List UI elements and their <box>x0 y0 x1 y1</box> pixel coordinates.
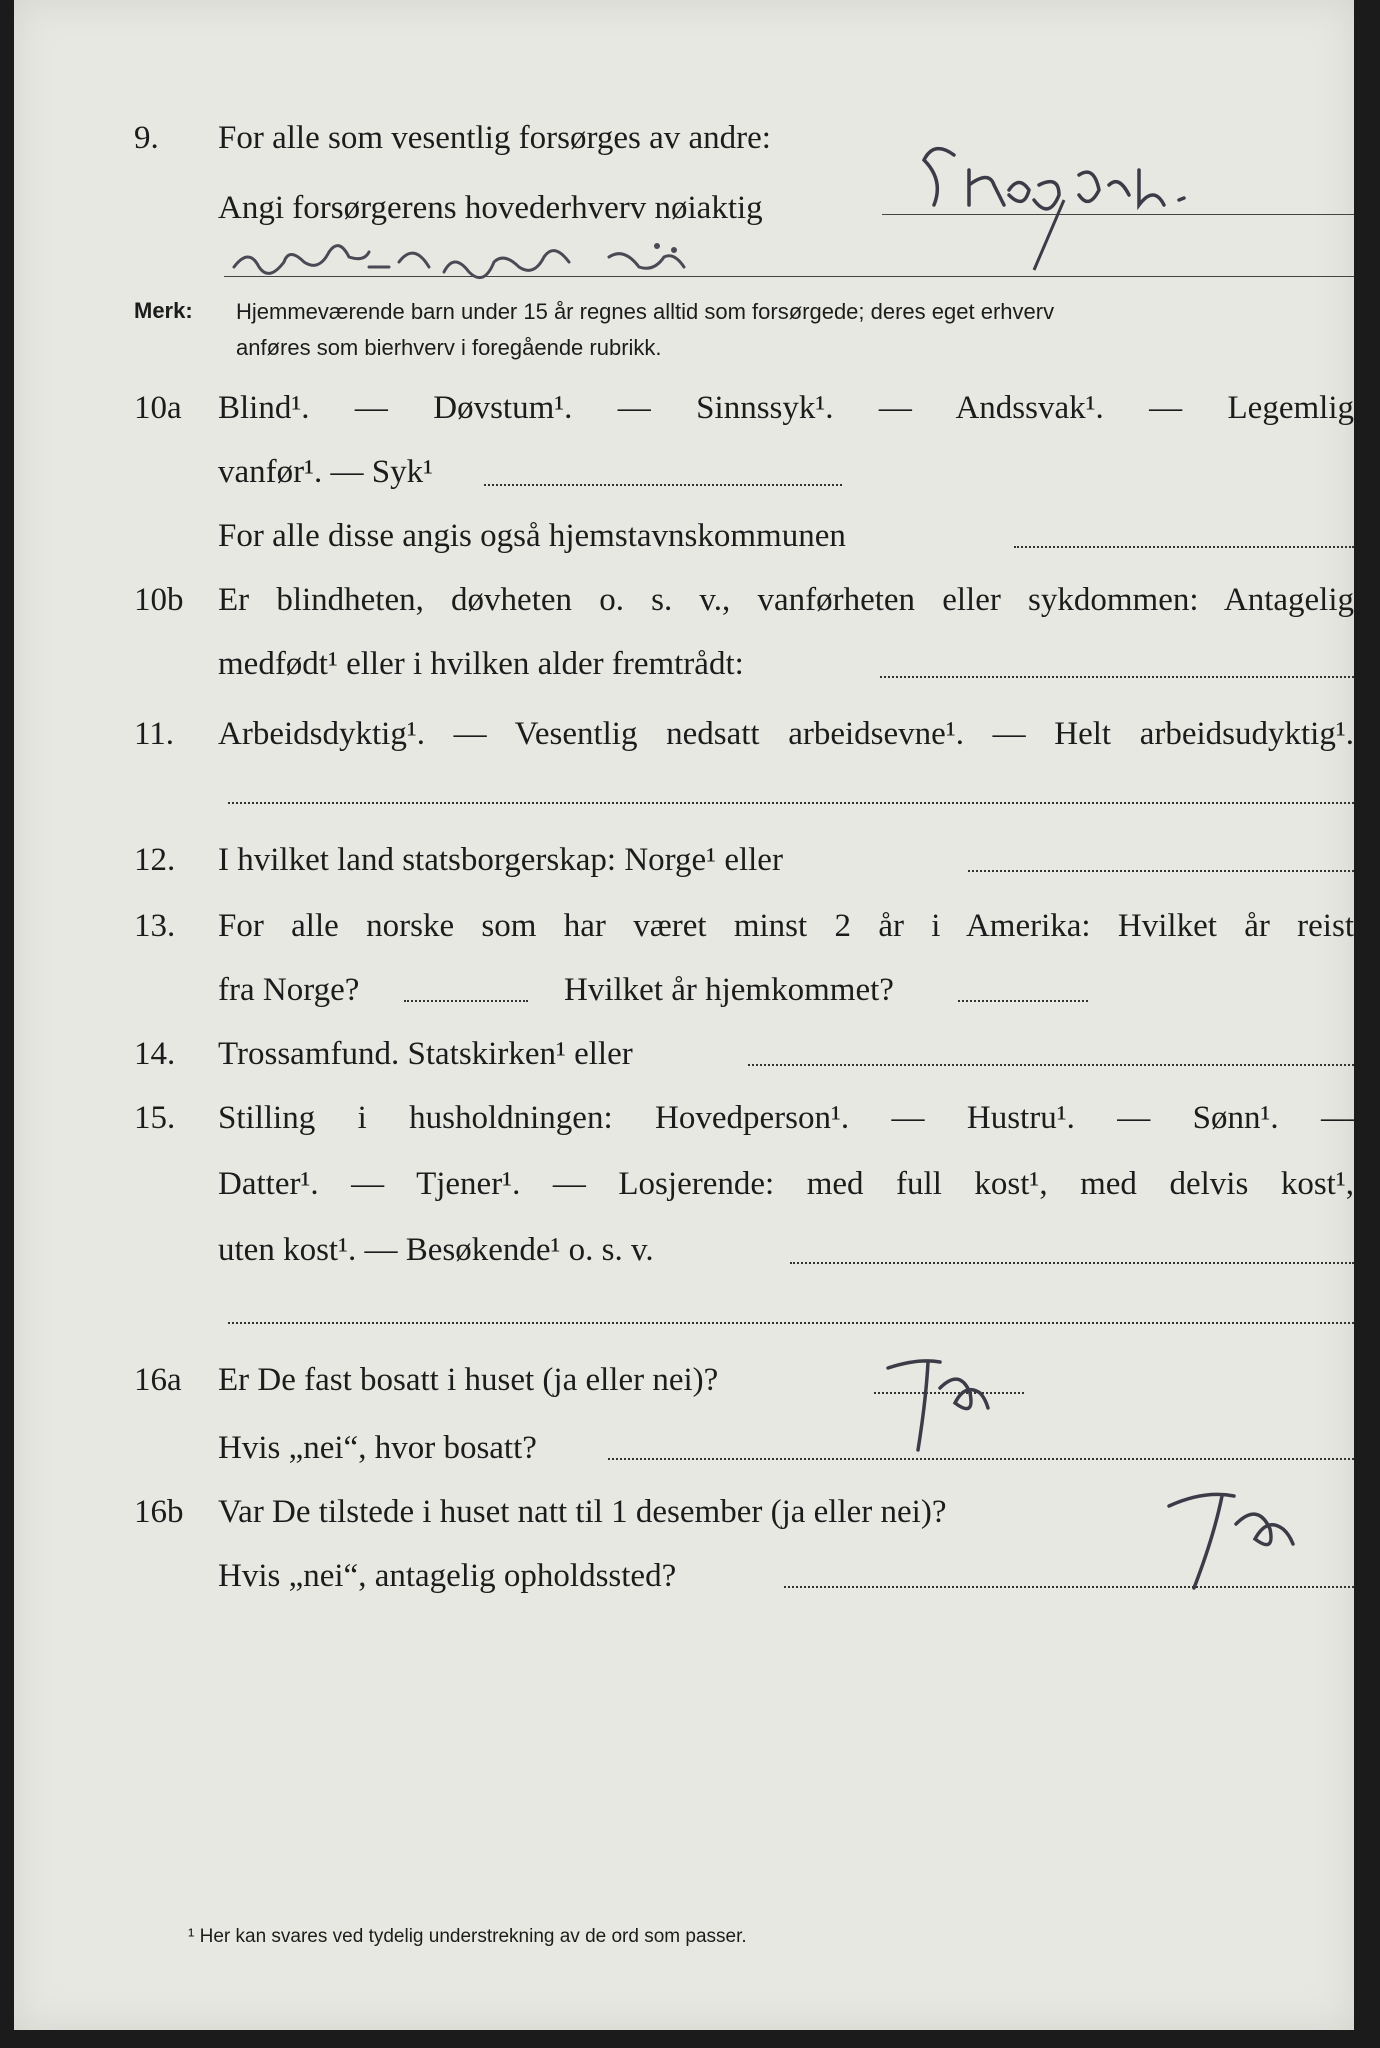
question-text: I hvilket land statsborgerskap: Norge¹ eller <box>218 842 783 878</box>
question-text: Hvilket år hjemkommet? <box>564 972 894 1008</box>
question-text: uten kost¹. — Besøkende¹ o. s. v. <box>218 1232 654 1268</box>
question-text: Hvis „nei“, antagelig opholdssted? <box>218 1558 677 1594</box>
question-text: fra Norge? <box>218 972 360 1008</box>
question-number: 11. <box>134 716 175 752</box>
question-number: 13. <box>134 908 176 944</box>
question-text: Trossamfund. Statskirken¹ eller <box>218 1036 633 1072</box>
svg-text:Ja: Ja <box>1154 1476 1155 1477</box>
question-text: Var De tilstede i huset natt til 1 desember (ja eller nei)? <box>218 1494 947 1530</box>
answer-line <box>958 1000 1088 1002</box>
footnote: ¹ Her kan svares ved tydelig understrekning av de ord som passer. <box>188 1926 747 1947</box>
question-text: medfødt¹ eller i hvilken alder fremtrådt: <box>218 646 744 682</box>
answer-line <box>608 1458 1354 1460</box>
question-number: 16b <box>134 1494 184 1530</box>
question-text: For alle norske som har været minst 2 år i Amerika: Hvilket år reist <box>218 908 1354 944</box>
svg-text:Skogsarb.: Skogsarb. <box>914 130 918 131</box>
census-form-page <box>14 0 1354 2030</box>
answer-line <box>784 1586 1354 1588</box>
note-text-line1: Hjemmeværende barn under 15 år regnes alltid som forsørgede; deres eget erhverv <box>236 299 1055 324</box>
question-text: Arbeidsdyktig¹. — Vesentlig nedsatt arbeidsevne¹. — Helt arbeidsudyktig¹. <box>218 716 1354 752</box>
question-text: Er blindheten, døvheten o. s. v., vanførheten eller sykdommen: Antagelig <box>218 582 1354 618</box>
svg-text:Ja: Ja <box>878 1340 879 1341</box>
question-number: 15. <box>134 1100 176 1136</box>
question-text: Er De fast bosatt i huset (ja eller nei)? <box>218 1362 719 1398</box>
question-text: Datter¹. — Tjener¹. — Losjerende: med full kost¹, med delvis kost¹, <box>218 1166 1354 1202</box>
note-text-line2: anføres som bierhverv i foregående rubrikk. <box>236 335 662 360</box>
answer-line <box>228 1322 1354 1324</box>
question-text: Stilling i husholdningen: Hovedperson¹. — Hustru¹. — Sønn¹. — <box>218 1100 1354 1136</box>
note-label: Merk: <box>134 298 193 323</box>
question-number: 10b <box>134 582 184 618</box>
question-text: Angi forsørgerens hovederhverv nøiaktig <box>218 190 763 226</box>
question-text: Blind¹. — Døvstum¹. — Sinnssyk¹. — Andssvak¹. — Legemlig <box>218 390 1354 426</box>
answer-line <box>880 676 1354 678</box>
question-text: For alle disse angis også hjemstavnskommunen <box>218 518 846 554</box>
question-number: 16a <box>134 1362 182 1398</box>
question-number: 12. <box>134 842 176 878</box>
svg-text:selvst. selveier: selvst. selveier <box>229 232 235 233</box>
question-text: For alle som vesentlig forsørges av andre: <box>218 120 771 156</box>
answer-line <box>968 870 1354 872</box>
answer-line <box>790 1262 1354 1264</box>
answer-line <box>748 1064 1354 1066</box>
question-text: vanfør¹. — Syk¹ <box>218 454 434 490</box>
answer-line <box>1014 546 1354 548</box>
question-text: Hvis „nei“, hvor bosatt? <box>218 1430 537 1466</box>
answer-line <box>484 484 842 486</box>
handwritten-answer-16b <box>1154 1476 1324 1596</box>
handwritten-answer-occupation-2 <box>229 232 869 282</box>
handwritten-answer-occupation <box>914 130 1274 220</box>
question-number: 9. <box>134 120 159 156</box>
handwritten-answer-16a <box>878 1340 1018 1460</box>
question-number: 14. <box>134 1036 176 1072</box>
question-number: 10a <box>134 390 182 426</box>
answer-line <box>228 802 1354 804</box>
answer-line <box>404 1000 528 1002</box>
